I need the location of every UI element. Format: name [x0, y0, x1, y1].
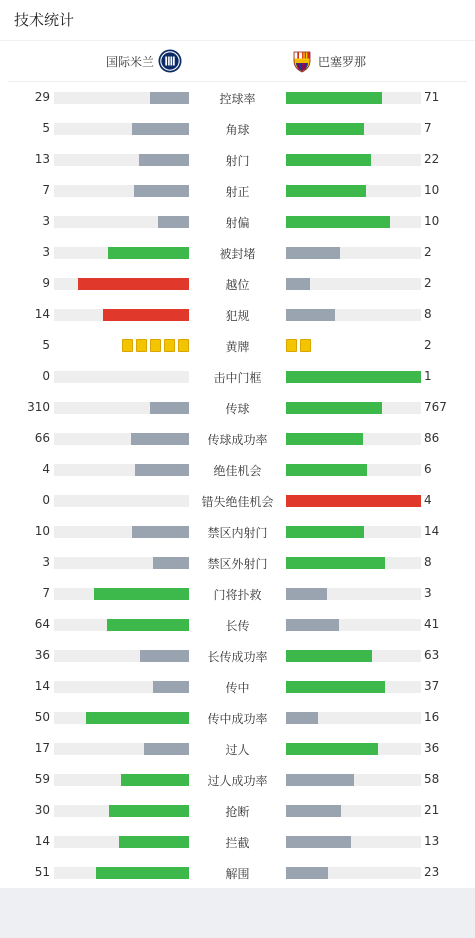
home-bar-fill — [108, 247, 189, 259]
home-bar-fill — [131, 433, 189, 445]
home-bar-track — [54, 123, 189, 135]
away-bar-track — [286, 867, 421, 879]
away-team[interactable] — [290, 49, 366, 73]
home-bar-track — [54, 216, 189, 228]
away-value: 2 — [424, 338, 432, 352]
stat-row — [0, 857, 475, 888]
away-team-name: 巴塞罗那 — [318, 54, 367, 69]
away-value: 4 — [424, 493, 432, 507]
stat-row — [0, 547, 475, 578]
home-bar-track — [54, 650, 189, 662]
home-bar-fill — [144, 743, 189, 755]
stat-row — [0, 733, 475, 764]
page-title: 技术统计 — [0, 0, 475, 41]
home-value: 64 — [34, 617, 50, 631]
home-bar-track — [54, 619, 189, 631]
away-value: 22 — [424, 152, 440, 166]
inter-milan-logo-icon — [158, 49, 182, 73]
stat-label: 长传 — [225, 619, 250, 633]
stat-label: 射门 — [225, 154, 250, 168]
away-bar-track — [286, 154, 421, 166]
home-bar-fill — [78, 278, 189, 290]
home-value: 7 — [42, 183, 50, 197]
home-value: 30 — [34, 803, 50, 817]
home-bar-fill — [107, 619, 189, 631]
home-bar-track — [54, 774, 189, 786]
stat-label: 控球率 — [219, 92, 256, 106]
home-bar-fill — [139, 154, 189, 166]
away-bar-fill — [286, 836, 351, 848]
stat-label: 击中门框 — [213, 371, 262, 385]
away-bar-fill — [286, 681, 385, 693]
stat-row — [0, 113, 475, 144]
home-value: 7 — [42, 586, 50, 600]
home-bar-fill — [119, 836, 189, 848]
away-bar-track — [286, 619, 421, 631]
home-bar-track — [54, 309, 189, 321]
home-value: 66 — [34, 431, 50, 445]
home-bar-track — [54, 526, 189, 538]
stat-label: 抢断 — [225, 805, 250, 819]
home-value: 36 — [34, 648, 50, 662]
home-bar-track — [54, 557, 189, 569]
away-bar-track — [286, 278, 421, 290]
away-bar-track — [286, 464, 421, 476]
yellow-card-icon — [178, 339, 189, 352]
away-bar-track — [286, 309, 421, 321]
away-bar-fill — [286, 805, 341, 817]
away-value: 86 — [424, 431, 440, 445]
away-bar-track — [286, 526, 421, 538]
stat-label: 传中成功率 — [207, 712, 268, 726]
stat-label: 门将扑救 — [213, 588, 262, 602]
home-bar-fill — [134, 185, 189, 197]
away-bar-fill — [286, 185, 366, 197]
away-bar-track — [286, 650, 421, 662]
away-bar-track — [286, 588, 421, 600]
stat-label: 传球 — [225, 402, 250, 416]
away-bar-fill — [286, 123, 364, 135]
away-bar-fill — [286, 402, 382, 414]
away-value: 13 — [424, 834, 440, 848]
home-bar-fill — [150, 402, 189, 414]
stat-row — [0, 144, 475, 175]
home-value: 310 — [27, 400, 50, 414]
home-value: 50 — [34, 710, 50, 724]
home-value: 14 — [34, 834, 50, 848]
away-value: 36 — [424, 741, 440, 755]
stat-label: 过人成功率 — [207, 774, 268, 788]
stat-row — [0, 485, 475, 516]
yellow-card-icon — [136, 339, 147, 352]
stat-label: 传球成功率 — [207, 433, 268, 447]
away-value: 10 — [424, 183, 440, 197]
away-bar-fill — [286, 743, 378, 755]
away-bar-fill — [286, 433, 363, 445]
home-bar-fill — [132, 526, 189, 538]
away-value: 10 — [424, 214, 440, 228]
home-value: 17 — [34, 741, 50, 755]
away-bar-fill — [286, 774, 354, 786]
stat-row — [0, 392, 475, 423]
away-value: 37 — [424, 679, 440, 693]
stats-list — [0, 82, 475, 888]
home-yellow-cards — [122, 339, 189, 352]
stat-label: 传中 — [225, 681, 250, 695]
stat-row — [0, 609, 475, 640]
barcelona-logo-icon — [290, 49, 314, 73]
home-bar-track — [54, 464, 189, 476]
away-bar-fill — [286, 495, 421, 507]
away-value: 41 — [424, 617, 440, 631]
stat-row — [0, 795, 475, 826]
away-bar-fill — [286, 650, 372, 662]
home-bar-fill — [153, 557, 189, 569]
away-bar-track — [286, 185, 421, 197]
away-bar-track — [286, 216, 421, 228]
stat-row — [0, 206, 475, 237]
away-bar-track — [286, 371, 421, 383]
stat-label: 绝佳机会 — [213, 464, 262, 478]
stat-row — [0, 516, 475, 547]
stat-label: 长传成功率 — [207, 650, 268, 664]
home-bar-fill — [158, 216, 189, 228]
home-team-name: 国际米兰 — [105, 54, 154, 69]
stat-row — [0, 764, 475, 795]
stat-row — [0, 578, 475, 609]
home-bar-track — [54, 402, 189, 414]
stat-row — [0, 82, 475, 113]
stat-label: 禁区内射门 — [207, 526, 268, 540]
home-value: 4 — [42, 462, 50, 476]
away-bar-track — [286, 681, 421, 693]
stat-label: 角球 — [225, 123, 250, 137]
home-bar-fill — [150, 92, 189, 104]
home-bar-track — [54, 433, 189, 445]
stat-row — [0, 826, 475, 857]
away-bar-track — [286, 402, 421, 414]
stat-row — [0, 268, 475, 299]
away-bar-fill — [286, 619, 339, 631]
yellow-card-icon — [300, 339, 311, 352]
home-bar-track — [54, 712, 189, 724]
stat-row — [0, 237, 475, 268]
away-bar-track — [286, 92, 421, 104]
home-bar-fill — [140, 650, 189, 662]
teams-header — [8, 41, 467, 82]
home-value: 14 — [34, 307, 50, 321]
away-yellow-cards — [286, 339, 311, 352]
stat-label: 被封堵 — [219, 247, 256, 261]
away-value: 63 — [424, 648, 440, 662]
home-bar-track — [54, 743, 189, 755]
home-bar-track — [54, 185, 189, 197]
stat-row — [0, 175, 475, 206]
stat-label: 射偏 — [225, 216, 250, 230]
home-bar-fill — [153, 681, 189, 693]
home-value: 14 — [34, 679, 50, 693]
away-bar-fill — [286, 588, 327, 600]
away-value: 6 — [424, 462, 432, 476]
away-bar-track — [286, 712, 421, 724]
away-bar-fill — [286, 278, 310, 290]
away-value: 7 — [424, 121, 432, 135]
yellow-card-icon — [150, 339, 161, 352]
away-bar-fill — [286, 557, 385, 569]
home-value: 51 — [34, 865, 50, 879]
home-bar-fill — [94, 588, 189, 600]
away-value: 1 — [424, 369, 432, 383]
home-bar-track — [54, 247, 189, 259]
stat-row — [0, 671, 475, 702]
home-bar-fill — [103, 309, 189, 321]
away-bar-fill — [286, 247, 340, 259]
home-bar-fill — [86, 712, 189, 724]
away-value: 16 — [424, 710, 440, 724]
away-bar-fill — [286, 464, 367, 476]
stat-row — [0, 330, 475, 361]
home-bar-fill — [109, 805, 189, 817]
home-bar-track — [54, 278, 189, 290]
home-bar-fill — [135, 464, 189, 476]
away-bar-track — [286, 247, 421, 259]
away-bar-track — [286, 836, 421, 848]
home-bar-track — [54, 681, 189, 693]
away-bar-track — [286, 805, 421, 817]
home-bar-track — [54, 588, 189, 600]
home-value: 10 — [34, 524, 50, 538]
home-bar-track — [54, 154, 189, 166]
stat-label: 拦截 — [225, 836, 250, 850]
away-bar-fill — [286, 92, 382, 104]
yellow-card-icon — [122, 339, 133, 352]
stat-label: 解围 — [225, 867, 250, 881]
away-value: 2 — [424, 276, 432, 290]
stat-label: 射正 — [225, 185, 250, 199]
home-value: 29 — [34, 90, 50, 104]
home-bar-fill — [96, 867, 189, 879]
away-bar-fill — [286, 154, 371, 166]
home-value: 59 — [34, 772, 50, 786]
away-bar-track — [286, 774, 421, 786]
stat-label: 禁区外射门 — [207, 557, 268, 571]
home-value: 13 — [34, 152, 50, 166]
away-bar-track — [286, 123, 421, 135]
home-value: 0 — [42, 369, 50, 383]
home-value: 3 — [42, 214, 50, 228]
away-value: 3 — [424, 586, 432, 600]
home-team[interactable] — [106, 49, 182, 73]
away-bar-track — [286, 557, 421, 569]
home-bar-fill — [132, 123, 189, 135]
away-value: 71 — [424, 90, 440, 104]
stat-label: 犯规 — [225, 309, 250, 323]
home-value: 5 — [42, 338, 50, 352]
away-bar-fill — [286, 526, 364, 538]
stat-row — [0, 423, 475, 454]
home-bar-track — [54, 867, 189, 879]
home-value: 3 — [42, 245, 50, 259]
away-value: 2 — [424, 245, 432, 259]
away-bar-track — [286, 495, 421, 507]
home-bar-fill — [121, 774, 189, 786]
away-bar-track — [286, 743, 421, 755]
home-value: 3 — [42, 555, 50, 569]
stat-label: 越位 — [225, 278, 250, 292]
yellow-card-icon — [164, 339, 175, 352]
away-bar-track — [286, 433, 421, 445]
away-value: 23 — [424, 865, 440, 879]
stat-row — [0, 299, 475, 330]
away-value: 8 — [424, 555, 432, 569]
home-bar-track — [54, 805, 189, 817]
away-bar-fill — [286, 216, 390, 228]
stat-row — [0, 454, 475, 485]
away-bar-fill — [286, 309, 335, 321]
away-bar-fill — [286, 712, 318, 724]
stat-row — [0, 702, 475, 733]
away-value: 767 — [424, 400, 447, 414]
home-bar-track — [54, 495, 189, 507]
home-value: 0 — [42, 493, 50, 507]
yellow-card-icon — [286, 339, 297, 352]
home-value: 9 — [42, 276, 50, 290]
home-bar-track — [54, 371, 189, 383]
away-bar-fill — [286, 371, 421, 383]
away-bar-fill — [286, 867, 328, 879]
away-value: 58 — [424, 772, 440, 786]
stat-label: 错失绝佳机会 — [201, 495, 274, 509]
home-value: 5 — [42, 121, 50, 135]
stat-label: 过人 — [225, 743, 250, 757]
stat-row — [0, 361, 475, 392]
home-bar-track — [54, 836, 189, 848]
away-value: 8 — [424, 307, 432, 321]
stat-label: 黄牌 — [225, 340, 250, 354]
stat-row — [0, 640, 475, 671]
home-bar-track — [54, 92, 189, 104]
away-value: 14 — [424, 524, 440, 538]
away-value: 21 — [424, 803, 440, 817]
